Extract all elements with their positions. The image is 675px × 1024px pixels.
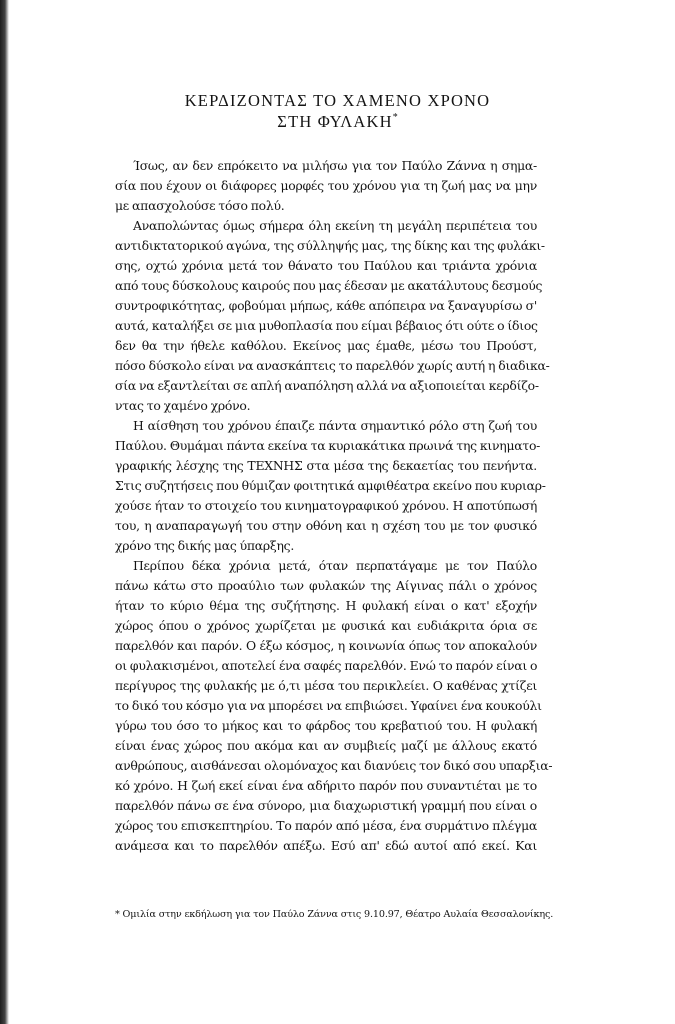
text-line: γραφικής λέσχης της ΤΕΧΝΗΣ στα μέσα της δεκαετίας του πενήντα. <box>115 458 537 473</box>
text-line: γύρω του όσο το μήκος και το φάρδος του κρεβατιού του. Η φυλακή <box>115 718 537 733</box>
footnote: * Ομιλία στην εκδήλωση για τον Παύλο Ζάννα στις 9.10.97, Θέατρο Αυλαία Θεσσαλονίκης. <box>115 909 554 920</box>
text-line: ανάμεσα και το παρελθόν απέξω. Εσύ απ' εδώ αυτοί από εκεί. Και <box>115 838 537 853</box>
paragraph <box>115 416 546 556</box>
text-line: χώρος όπου ο χρόνος χωρίζεται με φυσικά και ευδιάκριτα όρια σε <box>115 618 537 633</box>
text-line: του, η αναπαραγωγή του στην οθόνη και η σχέση του με τον φυσικό <box>115 518 537 533</box>
text-line: σία να εξαντλείται σε απλή αναπόληση αλλά να αξιοποιείται κερδίζο- <box>115 378 539 393</box>
text-line: χούσε ήταν το στοιχείο του κινηματογραφικού χρόνου. Η αποτύπωσή <box>115 498 537 513</box>
text-line: παρελθόν και παρόν. Ο έξω κόσμος, η κοινωνία όπως τον αποκαλούν <box>115 638 537 653</box>
text-line: σία που έχουν οι διάφορες μορφές του χρόνου για τη ζωή μας να μην <box>115 178 537 193</box>
chapter-title-line-1: ΚΕΡΔΙΖΟΝΤΑΣ ΤΟ ΧΑΜΕΝΟ ΧΡΟΝΟ <box>184 91 491 110</box>
paragraph <box>115 156 537 216</box>
text-line: Παύλου. Θυμάμαι πάντα εκείνα τα κυριακάτικα πρωινά της κινηματο- <box>115 438 541 453</box>
paragraph <box>115 556 553 856</box>
text-line: ντας το χαμένο χρόνο. <box>115 398 251 413</box>
text-line: Αναπολώντας όμως σήμερα όλη εκείνη τη μεγάλη περιπέτεια του <box>133 218 537 233</box>
text-line: χώρος του επισκεπτηρίου. Το παρόν από μέσα, ένα συρμάτινο πλέγμα <box>115 818 537 833</box>
text-line: με απασχολούσε τόσο πολύ. <box>115 198 285 213</box>
text-line: Περίπου δέκα χρόνια μετά, όταν περπατάγαμε με τον Παύλο <box>133 558 537 573</box>
chapter-title-line-2 <box>60 112 615 132</box>
body-text <box>115 156 553 856</box>
text-line: οι φυλακισμένοι, αποτελεί ένα σαφές παρελθόν. Ενώ το παρόν είναι ο <box>115 658 538 673</box>
text-line: αντιδικτατορικού αγώνα, της σύλληψής μας, της δίκης και της φυλάκι- <box>115 238 545 253</box>
chapter-title-line-2-text: ΣΤΗ ΦΥΛΑΚΗ <box>277 112 393 131</box>
text-line: είναι ένας χώρος που ακόμα και αν συμβιείς μαζί με άλλους εκατό <box>115 738 537 753</box>
footnote-marker: * <box>392 112 398 123</box>
text-line: σης, οχτώ χρόνια μετά τον θάνατο του Παύλου και τριάντα χρόνια <box>115 258 537 273</box>
text-line: συντροφικότητας, φοβούμαι μήπως, κάθε απόπειρα να ξαναγυρίσω σ' <box>115 298 537 313</box>
text-line: πόσο δύσκολο είναι να ανασκάπτεις το παρελθόν χωρίς αυτή η διαδικα- <box>115 358 550 373</box>
text-line: Στις συζητήσεις που θύμιζαν φοιτητικά αμφιθέατρα εκείνο που κυριαρ- <box>115 478 546 493</box>
text-line: Η αίσθηση του χρόνου έπαιζε πάντα σημαντικό ρόλο στη ζωή του <box>133 418 537 433</box>
page-edge-shadow <box>0 0 9 1024</box>
text-line: παρελθόν πάνω σε ένα σύνορο, μια διαχωριστική γραμμή που είναι ο <box>115 798 537 813</box>
text-line: ανθρώπους, αισθάνεσαι ολομόναχος και διανύεις τον δικό σου υπαρξια- <box>115 758 553 773</box>
text-line: Ίσως, αν δεν επρόκειτο να μιλήσω για τον Παύλο Ζάννα η σημα- <box>133 158 537 173</box>
text-line: αυτά, καταλήξει σε μια μυθοπλασία που είμαι βέβαιος ότι ούτε ο ίδιος <box>115 318 538 333</box>
text-line: ήταν το κύριο θέμα της συζήτησης. Η φυλακή είναι ο κατ' εξοχήν <box>115 598 537 613</box>
paragraph <box>115 216 550 416</box>
text-line: δεν θα την ήθελε καθόλου. Εκείνος μας έμαθε, μέσω του Προύστ, <box>115 338 537 353</box>
text-line: από τους δύσκολους καιρούς που μας έδεσαν με ακατάλυτους δεσμούς <box>115 278 543 293</box>
text-line: το δικό του κόσμο για να μπορέσει να επιβιώσει. Υφαίνει ένα κουκούλι <box>115 698 542 713</box>
text-line: περίγυρος της φυλακής με ό,τι μέσα του περικλείει. Ο καθένας χτίζει <box>115 678 537 693</box>
text-line: κό χρόνο. Η ζωή εκεί είναι ένα αδήριτο παρόν που συναντιέται με το <box>115 778 537 793</box>
text-line: πάνω κάτω στο προαύλιο των φυλακών της Αίγινας πάλι ο χρόνος <box>115 578 537 593</box>
text-line: χρόνο της δικής μας ύπαρξης. <box>115 538 295 553</box>
